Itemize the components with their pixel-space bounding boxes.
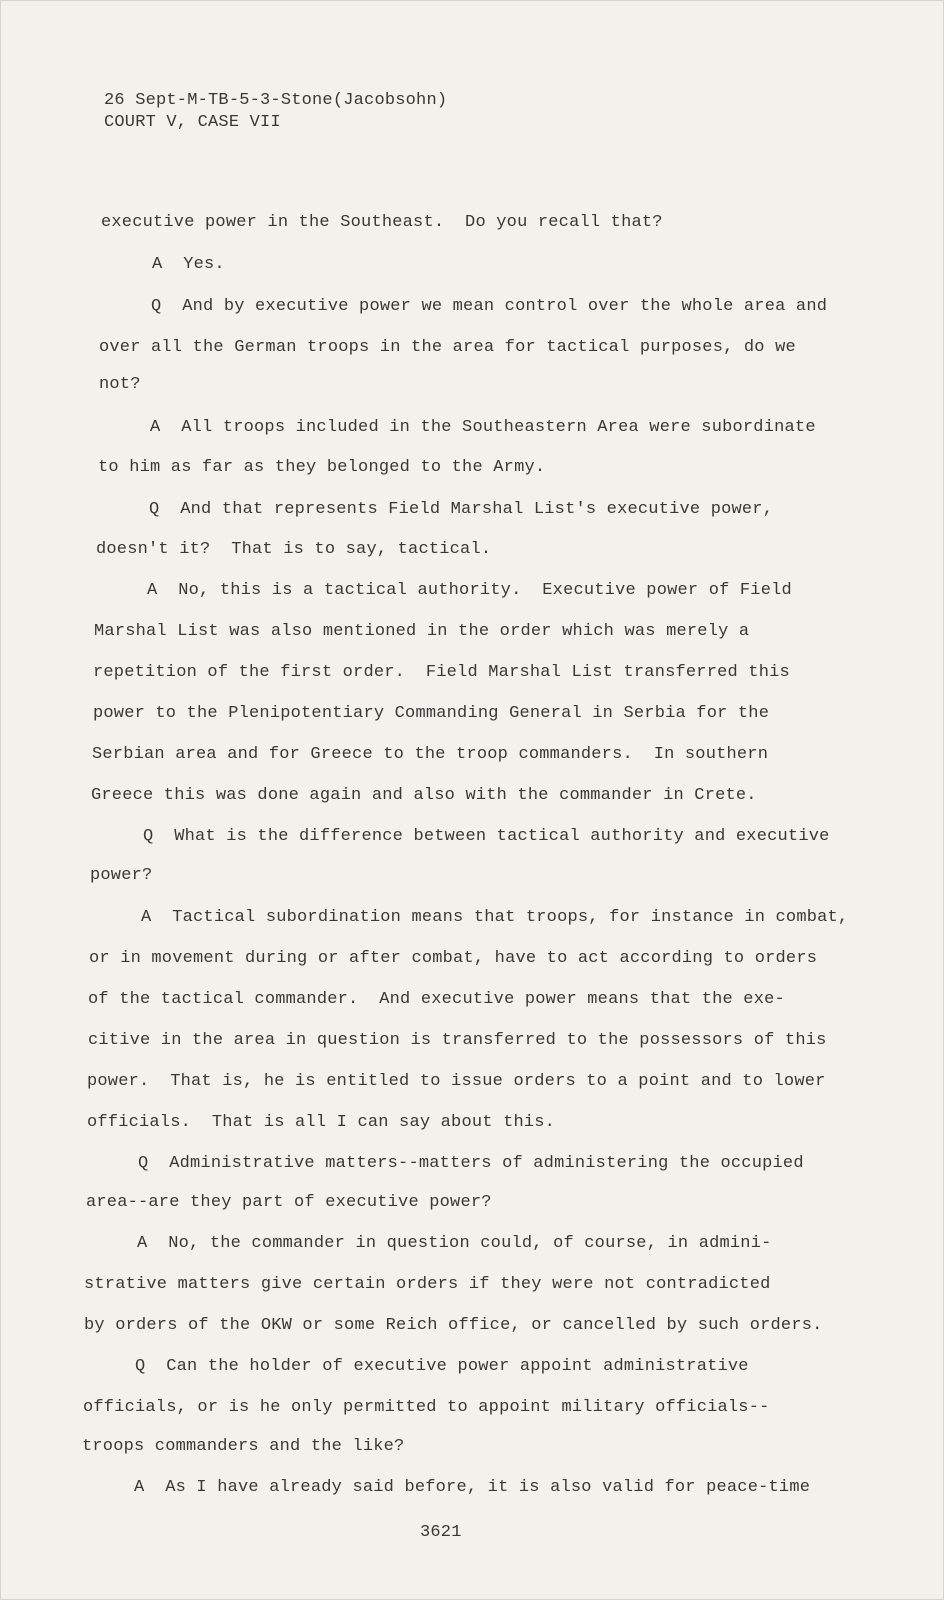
transcript-line: executive power in the Southeast. Do you recall that? <box>101 213 663 232</box>
transcript-line: repetition of the first order. Field Marshal List transferred this <box>93 663 790 682</box>
header-court-case: COURT V, CASE VII <box>104 113 281 132</box>
transcript-line: to him as far as they belonged to the Army. <box>98 458 546 477</box>
transcript-line: A No, this is a tactical authority. Executive power of Field <box>95 581 792 600</box>
transcript-line: A Yes. <box>100 255 225 274</box>
transcript-line: Q And by executive power we mean control over the whole area and <box>99 297 828 316</box>
transcript-line: Serbian area and for Greece to the troop commanders. In southern <box>92 745 769 764</box>
transcript-line: strative matters give certain orders if they were not contradicted <box>84 1275 771 1294</box>
transcript-line: power. That is, he is entitled to issue orders to a point and to lower <box>87 1072 826 1091</box>
transcript-line: A Tactical subordination means that troops, for instance in combat, <box>89 908 849 927</box>
transcript-line: by orders of the OKW or some Reich office, or cancelled by such orders. <box>84 1316 823 1335</box>
transcript-line: doesn't it? That is to say, tactical. <box>96 540 492 559</box>
transcript-line: officials, or is he only permitted to appoint military officials-- <box>83 1398 770 1417</box>
transcript-line: Q Administrative matters--matters of administering the occupied <box>86 1154 804 1173</box>
transcript-line: A All troops included in the Southeastern Area were subordinate <box>98 418 816 437</box>
transcript-line: Q What is the difference between tactical authority and executive <box>91 827 830 846</box>
transcript-line: or in movement during or after combat, have to act according to orders <box>89 949 818 968</box>
transcript-line: Marshal List was also mentioned in the order which was merely a <box>94 622 750 641</box>
transcript-line: power? <box>90 866 153 885</box>
transcript-line: Greece this was done again and also with the commander in Crete. <box>91 786 757 805</box>
transcript-line: Q Can the holder of executive power appoint administrative <box>83 1357 749 1376</box>
transcript-line: officials. That is all I can say about this. <box>87 1113 556 1132</box>
document-header <box>104 90 447 134</box>
header-reference: 26 Sept-M-TB-5-3-Stone(Jacobsohn) <box>104 91 448 110</box>
transcript-line: area--are they part of executive power? <box>86 1193 492 1212</box>
transcript-line: troops commanders and the like? <box>82 1437 405 1456</box>
transcript-line: A As I have already said before, it is also valid for peace-time <box>82 1478 811 1497</box>
transcript-line: over all the German troops in the area for tactical purposes, do we <box>99 338 796 357</box>
transcript-line: of the tactical commander. And executive power means that the exe- <box>88 990 785 1009</box>
transcript-line: A No, the commander in question could, of course, in admini- <box>85 1234 772 1253</box>
page-number: 3621 <box>420 1523 462 1542</box>
transcript-line: Q And that represents Field Marshal List's executive power, <box>97 500 774 519</box>
transcript-line: not? <box>99 375 141 394</box>
transcript-line: citive in the area in question is transferred to the possessors of this <box>88 1031 827 1050</box>
transcript-line: power to the Plenipotentiary Commanding General in Serbia for the <box>93 704 770 723</box>
